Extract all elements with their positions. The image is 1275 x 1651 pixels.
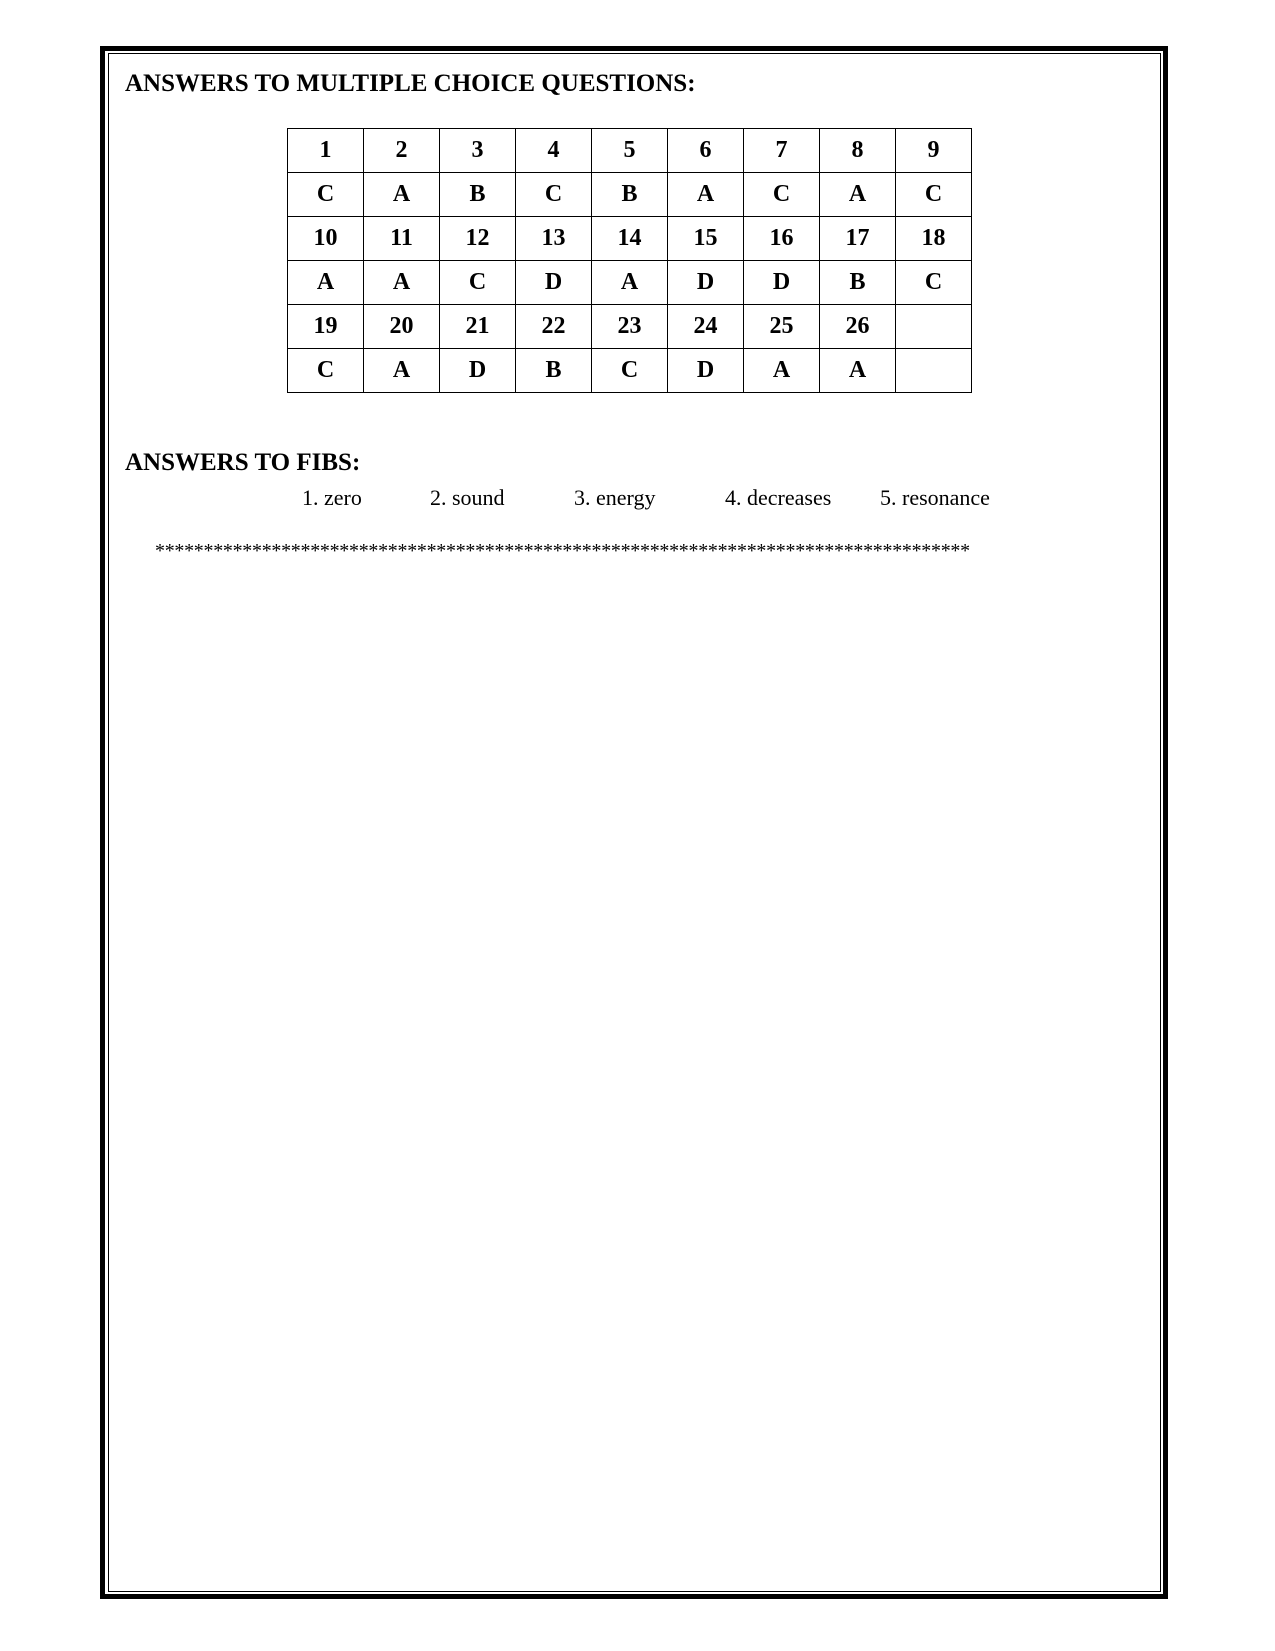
table-cell: 17 <box>820 217 896 261</box>
table-cell: C <box>440 261 516 305</box>
table-cell: A <box>668 173 744 217</box>
table-cell: D <box>440 349 516 393</box>
table-cell: D <box>516 261 592 305</box>
table-cell: 3 <box>440 129 516 173</box>
mcq-answers-table <box>287 128 972 393</box>
table-cell: C <box>288 349 364 393</box>
table-row <box>288 173 972 217</box>
table-cell: 11 <box>364 217 440 261</box>
table-cell: 4 <box>516 129 592 173</box>
table-cell: A <box>364 349 440 393</box>
fib-answer-item: 2. sound <box>430 485 505 510</box>
table-cell: 21 <box>440 305 516 349</box>
fib-answers-list <box>0 485 1275 515</box>
table-cell: 19 <box>288 305 364 349</box>
table-cell: 13 <box>516 217 592 261</box>
table-cell: 12 <box>440 217 516 261</box>
table-cell: 22 <box>516 305 592 349</box>
table-cell: A <box>820 173 896 217</box>
table-cell <box>896 349 972 393</box>
table-cell: 26 <box>820 305 896 349</box>
table-cell: 6 <box>668 129 744 173</box>
table-cell: 10 <box>288 217 364 261</box>
table-cell: D <box>668 349 744 393</box>
table-cell: 14 <box>592 217 668 261</box>
table-cell: 16 <box>744 217 820 261</box>
table-cell: C <box>516 173 592 217</box>
table-cell: A <box>364 173 440 217</box>
fib-answer-item: 3. energy <box>574 485 656 510</box>
table-cell: 5 <box>592 129 668 173</box>
fib-answers-heading: ANSWERS TO FIBS: <box>125 449 361 476</box>
table-cell: 20 <box>364 305 440 349</box>
table-cell: 1 <box>288 129 364 173</box>
table-cell: B <box>592 173 668 217</box>
table-cell: D <box>668 261 744 305</box>
table-row <box>288 349 972 393</box>
table-cell: C <box>744 173 820 217</box>
table-cell: D <box>744 261 820 305</box>
table-cell: A <box>744 349 820 393</box>
table-cell: C <box>592 349 668 393</box>
table-row <box>288 261 972 305</box>
table-row <box>288 217 972 261</box>
table-cell: B <box>820 261 896 305</box>
table-cell: A <box>820 349 896 393</box>
table-cell: 7 <box>744 129 820 173</box>
mcq-answers-heading: ANSWERS TO MULTIPLE CHOICE QUESTIONS: <box>125 70 696 97</box>
table-cell: 18 <box>896 217 972 261</box>
fib-answer-item: 5. resonance <box>880 485 990 510</box>
table-cell: A <box>288 261 364 305</box>
star-separator: ************************************************************************************ <box>155 540 970 562</box>
table-row <box>288 129 972 173</box>
table-cell: A <box>364 261 440 305</box>
table-cell: C <box>288 173 364 217</box>
table-cell: C <box>896 173 972 217</box>
table-cell <box>896 305 972 349</box>
table-cell: B <box>516 349 592 393</box>
table-cell: 8 <box>820 129 896 173</box>
table-cell: C <box>896 261 972 305</box>
fib-answer-item: 1. zero <box>302 485 362 510</box>
table-cell: 25 <box>744 305 820 349</box>
table-cell: 9 <box>896 129 972 173</box>
table-cell: 24 <box>668 305 744 349</box>
table-cell: 23 <box>592 305 668 349</box>
table-cell: A <box>592 261 668 305</box>
table-cell: 15 <box>668 217 744 261</box>
table-cell: B <box>440 173 516 217</box>
table-cell: 2 <box>364 129 440 173</box>
fib-answer-item: 4. decreases <box>725 485 832 510</box>
table-row <box>288 305 972 349</box>
